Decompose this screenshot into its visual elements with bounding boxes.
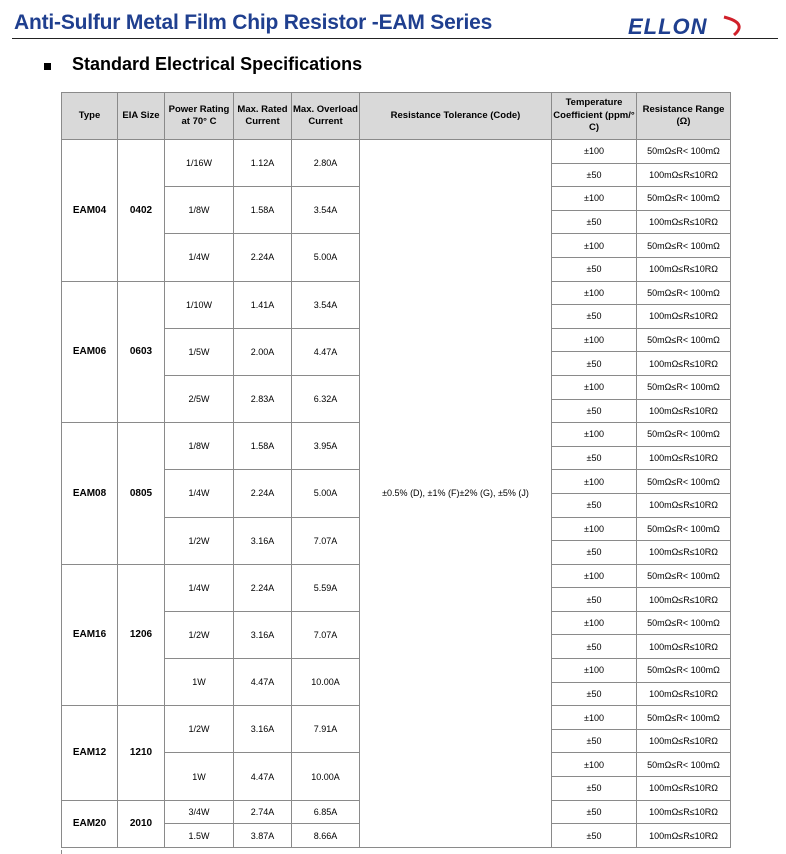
overload-current-cell: 5.59A [292,564,360,611]
power-rating-cell: 1/2W [165,517,234,564]
overload-current-cell: 5.00A [292,470,360,517]
power-rating-cell: 1.5W [165,824,234,848]
eia-size-cell: 2010 [118,800,165,847]
rated-current-cell: 2.74A [234,800,292,824]
temp-coefficient-cell: ±50 [552,729,637,753]
temp-coefficient-cell: ±50 [552,635,637,659]
resistance-range-cell: 50mΩ≤R< 100mΩ [637,328,731,352]
temp-coefficient-cell: ±50 [552,493,637,517]
type-cell: EAM16 [62,564,118,706]
resistance-range-cell: 100mΩ≤R≤10RΩ [637,635,731,659]
overload-current-cell: 6.85A [292,800,360,824]
temp-coefficient-cell: ±50 [552,446,637,470]
resistance-range-cell: 100mΩ≤R≤10RΩ [637,682,731,706]
rated-current-cell: 3.16A [234,706,292,753]
temp-coefficient-cell: ±100 [552,234,637,258]
power-rating-cell: 2/5W [165,375,234,422]
resistance-range-cell: 50mΩ≤R< 100mΩ [637,753,731,777]
temp-coefficient-cell: ±100 [552,517,637,541]
type-cell: EAM08 [62,423,118,565]
temp-coefficient-cell: ±100 [552,328,637,352]
rated-current-cell: 1.58A [234,187,292,234]
resistance-range-cell: 50mΩ≤R< 100mΩ [637,564,731,588]
overload-current-cell: 4.47A [292,328,360,375]
col-header-tolerance: Resistance Tolerance (Code) [360,93,552,140]
power-rating-cell: 1/2W [165,706,234,753]
logo-text: ELLON [628,14,708,39]
spec-table-body [62,140,731,848]
power-rating-cell: 1/4W [165,470,234,517]
type-cell: EAM12 [62,706,118,800]
rated-current-cell: 1.41A [234,281,292,328]
resistance-range-cell: 100mΩ≤R≤10RΩ [637,588,731,612]
power-rating-cell: 1/10W [165,281,234,328]
power-rating-cell: 1/4W [165,564,234,611]
col-header-type: Type [62,93,118,140]
overload-current-cell: 3.54A [292,281,360,328]
temp-coefficient-cell: ±100 [552,753,637,777]
rated-current-cell: 4.47A [234,659,292,706]
overload-current-cell: 7.91A [292,706,360,753]
temp-coefficient-cell: ±100 [552,281,637,305]
resistance-range-cell: 100mΩ≤R≤10RΩ [637,305,731,329]
resistance-range-cell: 50mΩ≤R< 100mΩ [637,375,731,399]
temp-coefficient-cell: ±100 [552,187,637,211]
spec-table [61,92,731,848]
table-row [62,140,731,164]
rated-current-cell: 3.16A [234,611,292,658]
power-rating-cell: 1/8W [165,187,234,234]
page-header [0,0,786,40]
ellon-logo [626,13,756,39]
resistance-range-cell: 50mΩ≤R< 100mΩ [637,470,731,494]
col-header-temp-coefficient: Temperature Coefficient (ppm/° C) [552,93,637,140]
bullet-icon [44,63,51,70]
temp-coefficient-cell: ±50 [552,257,637,281]
rated-current-cell: 2.24A [234,564,292,611]
eia-size-cell: 0603 [118,281,165,423]
temp-coefficient-cell: ±50 [552,800,637,824]
document-title: Anti-Sulfur Metal Film Chip Resistor -EAM Series [14,11,493,34]
power-rating-cell: 1/5W [165,328,234,375]
type-cell: EAM04 [62,140,118,282]
overload-current-cell: 3.95A [292,423,360,470]
col-header-power: Power Rating at 70° C [165,93,234,140]
resistance-range-cell: 100mΩ≤R≤10RΩ [637,446,731,470]
resistance-range-cell: 50mΩ≤R< 100mΩ [637,706,731,730]
temp-coefficient-cell: ±100 [552,706,637,730]
rated-current-cell: 4.47A [234,753,292,800]
overload-current-cell: 8.66A [292,824,360,848]
resistance-range-cell: 100mΩ≤R≤10RΩ [637,210,731,234]
temp-coefficient-cell: ±50 [552,777,637,801]
temp-coefficient-cell: ±100 [552,375,637,399]
table-header-row [62,93,731,140]
resistance-range-cell: 50mΩ≤R< 100mΩ [637,140,731,164]
logo-swoosh-icon [724,17,739,35]
power-rating-cell: 1/16W [165,140,234,187]
overload-current-cell: 7.07A [292,517,360,564]
overload-current-cell: 10.00A [292,753,360,800]
temp-coefficient-cell: ±50 [552,824,637,848]
resistance-range-cell: 100mΩ≤R≤10RΩ [637,257,731,281]
temp-coefficient-cell: ±50 [552,305,637,329]
resistance-range-cell: 100mΩ≤R≤10RΩ [637,163,731,187]
temp-coefficient-cell: ±50 [552,682,637,706]
temp-coefficient-cell: ±50 [552,399,637,423]
tolerance-cell: ±0.5% (D), ±1% (F)±2% (G), ±5% (J) [360,140,552,848]
resistance-range-cell: 50mΩ≤R< 100mΩ [637,423,731,447]
temp-coefficient-cell: ±100 [552,470,637,494]
rated-current-cell: 3.16A [234,517,292,564]
rated-current-cell: 1.12A [234,140,292,187]
temp-coefficient-cell: ±100 [552,611,637,635]
rated-current-cell: 2.24A [234,234,292,281]
rated-current-cell: 3.87A [234,824,292,848]
overload-current-cell: 5.00A [292,234,360,281]
overload-current-cell: 3.54A [292,187,360,234]
eia-size-cell: 1206 [118,564,165,706]
section-title: Standard Electrical Specifications [72,54,363,74]
temp-coefficient-cell: ±100 [552,423,637,447]
temp-coefficient-cell: ±50 [552,352,637,376]
table-continuation [61,850,731,854]
resistance-range-cell: 100mΩ≤R≤10RΩ [637,352,731,376]
resistance-range-cell: 50mΩ≤R< 100mΩ [637,611,731,635]
rated-current-cell: 2.00A [234,328,292,375]
eia-size-cell: 1210 [118,706,165,800]
power-rating-cell: 1W [165,659,234,706]
resistance-range-cell: 50mΩ≤R< 100mΩ [637,517,731,541]
overload-current-cell: 10.00A [292,659,360,706]
power-rating-cell: 1/2W [165,611,234,658]
overload-current-cell: 7.07A [292,611,360,658]
power-rating-cell: 1/8W [165,423,234,470]
rated-current-cell: 1.58A [234,423,292,470]
resistance-range-cell: 50mΩ≤R< 100mΩ [637,659,731,683]
overload-current-cell: 6.32A [292,375,360,422]
resistance-range-cell: 100mΩ≤R≤10RΩ [637,824,731,848]
temp-coefficient-cell: ±50 [552,541,637,565]
resistance-range-cell: 50mΩ≤R< 100mΩ [637,234,731,258]
temp-coefficient-cell: ±100 [552,564,637,588]
resistance-range-cell: 100mΩ≤R≤10RΩ [637,541,731,565]
col-header-resistance-range: Resistance Range (Ω) [637,93,731,140]
eia-size-cell: 0805 [118,423,165,565]
temp-coefficient-cell: ±50 [552,210,637,234]
power-rating-cell: 1/4W [165,234,234,281]
eia-size-cell: 0402 [118,140,165,282]
resistance-range-cell: 50mΩ≤R< 100mΩ [637,187,731,211]
rated-current-cell: 2.83A [234,375,292,422]
rated-current-cell: 2.24A [234,470,292,517]
col-header-eia: EIA Size [118,93,165,140]
power-rating-cell: 1W [165,753,234,800]
header-rule [12,38,778,39]
power-rating-cell: 3/4W [165,800,234,824]
resistance-range-cell: 100mΩ≤R≤10RΩ [637,729,731,753]
temp-coefficient-cell: ±50 [552,588,637,612]
temp-coefficient-cell: ±100 [552,659,637,683]
temp-coefficient-cell: ±50 [552,163,637,187]
col-header-rated-current: Max. Rated Current [234,93,292,140]
resistance-range-cell: 100mΩ≤R≤10RΩ [637,800,731,824]
overload-current-cell: 2.80A [292,140,360,187]
resistance-range-cell: 100mΩ≤R≤10RΩ [637,777,731,801]
resistance-range-cell: 100mΩ≤R≤10RΩ [637,493,731,517]
resistance-range-cell: 100mΩ≤R≤10RΩ [637,399,731,423]
col-header-overload-current: Max. Overload Current [292,93,360,140]
type-cell: EAM06 [62,281,118,423]
type-cell: EAM20 [62,800,118,847]
temp-coefficient-cell: ±100 [552,140,637,164]
resistance-range-cell: 50mΩ≤R< 100mΩ [637,281,731,305]
